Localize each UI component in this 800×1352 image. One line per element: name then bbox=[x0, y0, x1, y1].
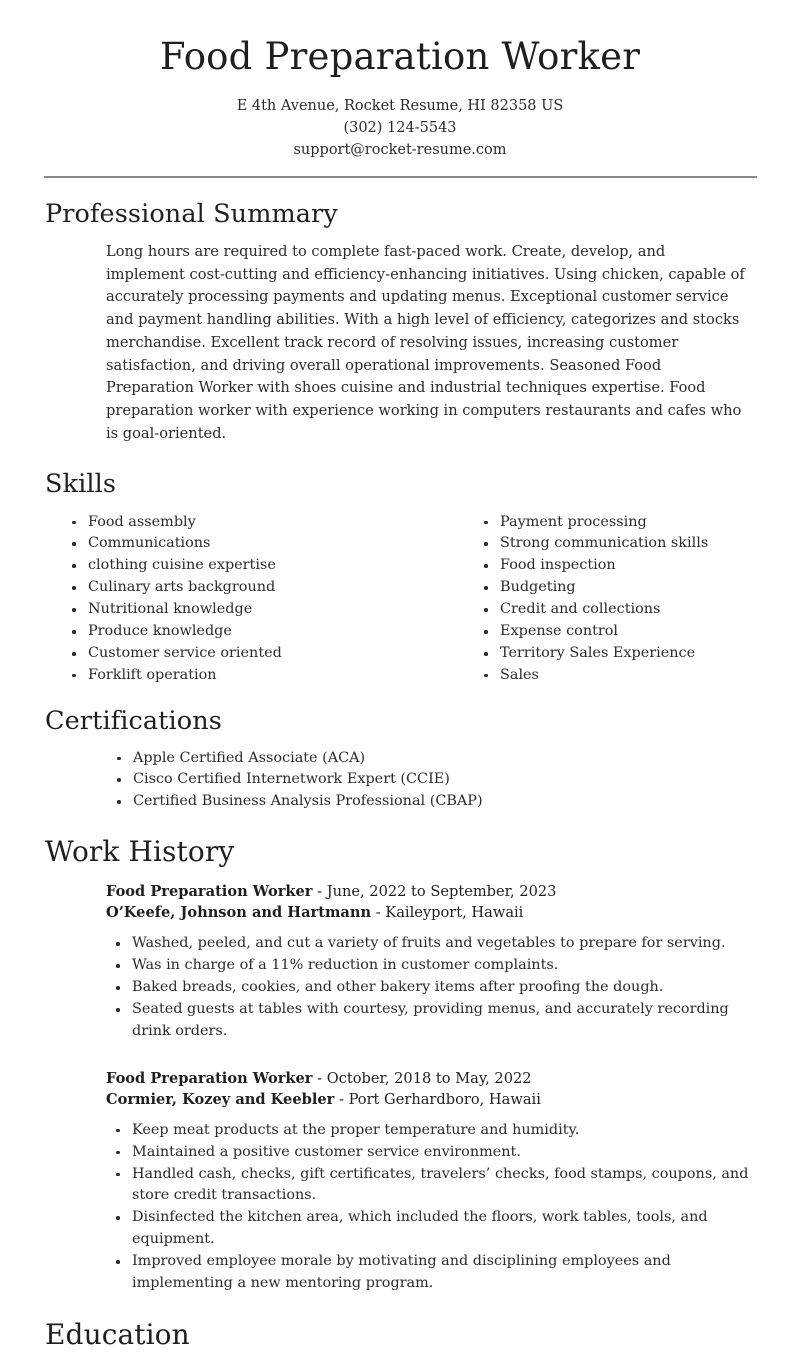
list-item: Territory Sales Experience bbox=[480, 643, 790, 665]
list-item: Produce knowledge bbox=[68, 621, 429, 643]
section-heading-work-history: Work History bbox=[45, 835, 235, 869]
list-item: Cisco Certified Internetwork Expert (CCIE) bbox=[113, 769, 757, 791]
work-history-job-2-wrap bbox=[0, 1068, 800, 1295]
job-separator: - bbox=[312, 1069, 327, 1087]
work-history-job-1-wrap bbox=[0, 881, 800, 1042]
contact-email: support@rocket-resume.com bbox=[293, 142, 507, 159]
list-item: Budgeting bbox=[480, 577, 790, 599]
list-item: Disinfected the kitchen area, which included the floors, work tables, tools, and equipment. bbox=[112, 1207, 757, 1251]
job-company-line bbox=[106, 1089, 757, 1110]
list-item: Keep meat products at the proper temperature and humidity. bbox=[112, 1120, 757, 1142]
job-company: O’Keefe, Johnson and Hartmann bbox=[106, 904, 372, 922]
skills-list-left bbox=[68, 512, 429, 687]
job-dates: October, 2018 to May, 2022 bbox=[326, 1069, 532, 1087]
job-separator: - bbox=[334, 1090, 349, 1108]
skills-columns bbox=[0, 512, 800, 687]
section-skills bbox=[0, 469, 800, 501]
work-history-job-1 bbox=[45, 881, 757, 1042]
list-item: Communications bbox=[68, 533, 429, 555]
skills-column-left bbox=[68, 512, 429, 687]
job-location: Kaileyport, Hawaii bbox=[385, 904, 524, 922]
list-item: Food assembly bbox=[68, 512, 429, 534]
section-heading-skills: Skills bbox=[45, 468, 117, 499]
job-dates: June, 2022 to September, 2023 bbox=[326, 883, 557, 901]
job-title: Food Preparation Worker bbox=[106, 883, 313, 901]
section-heading-certifications: Certifications bbox=[45, 705, 222, 736]
skills-list-right bbox=[480, 512, 790, 687]
certifications-body-wrap bbox=[0, 748, 800, 814]
section-certifications bbox=[0, 706, 800, 738]
list-item: Washed, peeled, and cut a variety of fruits and vegetables to prepare for serving. bbox=[112, 933, 757, 955]
list-item: Credit and collections bbox=[480, 599, 790, 621]
job-location: Port Gerhardboro, Hawaii bbox=[348, 1090, 541, 1108]
header-divider bbox=[44, 176, 757, 178]
list-item: Handled cash, checks, gift certificates, travelers’ checks, food stamps, coupons, and store credit transactions. bbox=[112, 1164, 757, 1208]
list-item: Strong communication skills bbox=[480, 533, 790, 555]
certifications-body bbox=[45, 748, 757, 814]
list-item: clothing cuisine expertise bbox=[68, 555, 429, 577]
list-item: Certified Business Analysis Professional (CBAP) bbox=[113, 791, 757, 813]
job-separator: - bbox=[371, 904, 386, 922]
list-item: Culinary arts background bbox=[68, 577, 429, 599]
professional-summary-text: Long hours are required to complete fast-paced work. Create, develop, and implement cost-cutting and efficiency-enhancing initiatives. Using chicken, capable of accurately processing payments and updating menus. Exceptional customer service and payment handling abilities. With a high level of efficiency, categorizes and stocks merchandise. Excellent track record of resolving issues, increasing customer satisfaction, and driving overall operational improvements. Seasoned Food Preparation Worker with shoes cuisine and industrial techniques expertise. Food preparation worker with experience working in computers restaurants and cafes who is goal-oriented. bbox=[106, 242, 745, 442]
list-item: Apple Certified Associate (ACA) bbox=[113, 748, 757, 770]
list-item: Sales bbox=[480, 665, 790, 687]
professional-summary-body bbox=[45, 241, 757, 446]
contact-address: E 4th Avenue, Rocket Resume, HI 82358 US bbox=[236, 97, 564, 114]
list-item: Customer service oriented bbox=[68, 643, 429, 665]
list-item: Food inspection bbox=[480, 555, 790, 577]
resume-header bbox=[0, 0, 800, 162]
list-item: Improved employee morale by motivating and disciplining employees and implementing a new mentoring program. bbox=[112, 1251, 757, 1295]
section-work-history bbox=[0, 834, 800, 869]
list-item: Seated guests at tables with courtesy, providing menus, and accurately recording drink orders. bbox=[112, 999, 757, 1043]
job-responsibilities-list bbox=[112, 1120, 757, 1295]
job-title-line bbox=[106, 881, 757, 902]
job-title-line bbox=[106, 1068, 757, 1089]
job-responsibilities-list bbox=[112, 933, 757, 1042]
job-company: Cormier, Kozey and Keebler bbox=[106, 1090, 335, 1108]
work-history-job-2 bbox=[45, 1068, 757, 1295]
section-professional-summary bbox=[0, 199, 800, 231]
job-title: Food Preparation Worker bbox=[106, 1069, 313, 1087]
section-education bbox=[0, 1317, 800, 1352]
page-title: Food Preparation Worker bbox=[159, 35, 641, 78]
skills-column-right bbox=[429, 512, 790, 687]
contact-phone: (302) 124-5543 bbox=[343, 120, 457, 137]
section-heading-education: Education bbox=[45, 1317, 190, 1351]
section-heading-professional-summary: Professional Summary bbox=[45, 198, 338, 229]
list-item: Payment processing bbox=[480, 512, 790, 534]
job-bullets-wrap bbox=[106, 1120, 757, 1295]
certifications-list bbox=[113, 748, 757, 814]
job-bullets-wrap bbox=[106, 933, 757, 1042]
list-item: Baked breads, cookies, and other bakery items after proofing the dough. bbox=[112, 977, 757, 999]
list-item: Forklift operation bbox=[68, 665, 429, 687]
list-item: Expense control bbox=[480, 621, 790, 643]
list-item: Maintained a positive customer service environment. bbox=[112, 1142, 757, 1164]
job-company-line bbox=[106, 902, 757, 923]
professional-summary-body-wrap bbox=[0, 241, 800, 446]
job-separator: - bbox=[312, 883, 327, 901]
list-item: Nutritional knowledge bbox=[68, 599, 429, 621]
list-item: Was in charge of a 11% reduction in customer complaints. bbox=[112, 955, 757, 977]
